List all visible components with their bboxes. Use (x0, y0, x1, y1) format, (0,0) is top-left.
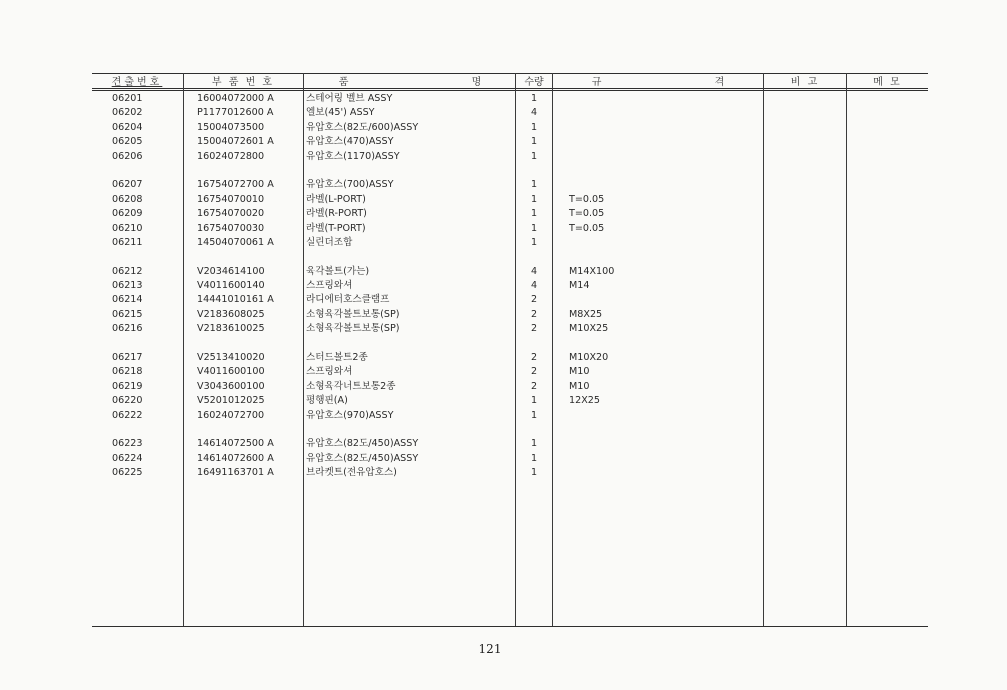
quantity: 1 (530, 193, 538, 205)
ref-number: 06222 (112, 409, 143, 421)
part-number: V2183610025 (197, 323, 265, 335)
group-spacer (0, 164, 1007, 178)
part-name: 스프링와셔 (306, 366, 353, 378)
ref-number: 06225 (112, 467, 143, 479)
specification: M8X25 (569, 308, 603, 320)
specification: M10X20 (569, 352, 609, 364)
part-number: 14614072500 A (197, 438, 274, 450)
part-number: V4011600140 (197, 280, 265, 292)
part-name: 라벨(T-PORT) (306, 222, 366, 234)
specification: 12X25 (569, 395, 600, 407)
ref-number: 06207 (112, 179, 143, 191)
ref-number: 06220 (112, 395, 143, 407)
group-spacer (0, 337, 1007, 351)
header-part-number: 부 품 번 호 (211, 77, 275, 88)
table-row (0, 178, 1007, 192)
table-top-rule (92, 73, 928, 74)
header-no: 견출번호 (111, 77, 163, 88)
part-number: V3043600100 (197, 380, 265, 392)
part-number: 16754070020 (197, 208, 265, 220)
specification: M10 (569, 380, 590, 392)
ref-number: 06216 (112, 323, 143, 335)
quantity: 1 (530, 438, 538, 450)
part-name: 육각볼트(가는) (306, 265, 370, 277)
quantity: 1 (530, 236, 538, 248)
part-name: 소형육각볼트보통(SP) (306, 323, 400, 335)
table-row (0, 437, 1007, 451)
header-quantity: 수량 (524, 77, 544, 88)
specification: T=0.05 (569, 208, 605, 220)
part-name: 유압호스(1170)ASSY (306, 150, 400, 162)
ref-number: 06217 (112, 352, 143, 364)
table-row (0, 380, 1007, 394)
quantity: 2 (530, 352, 538, 364)
part-name: 소형육각볼트보통(SP) (306, 308, 400, 320)
quantity: 2 (530, 366, 538, 378)
ref-number: 06202 (112, 107, 143, 119)
ref-number: 06201 (112, 93, 143, 104)
part-name: 엘보(45') ASSY (306, 107, 375, 119)
table-row (0, 293, 1007, 307)
part-name: 유압호스(470)ASSY (306, 136, 394, 148)
part-number: V2183608025 (197, 308, 265, 320)
group-spacer (0, 423, 1007, 437)
quantity: 2 (530, 380, 538, 392)
part-name: 스프링와셔 (306, 280, 353, 292)
header-spec: 규 격 (591, 77, 725, 88)
part-name: 스테어링 벨브 ASSY (306, 93, 393, 104)
parts-table-body (0, 92, 1007, 481)
table-row (0, 365, 1007, 379)
part-number: 16024072800 (197, 150, 265, 162)
quantity: 1 (530, 121, 538, 133)
table-row (0, 322, 1007, 336)
ref-number: 06210 (112, 222, 143, 234)
quantity: 4 (530, 107, 538, 119)
quantity: 4 (530, 265, 538, 277)
part-number: 15004072601 A (197, 136, 274, 148)
ref-number: 06211 (112, 236, 143, 248)
ref-number: 06206 (112, 150, 143, 162)
ref-number: 06218 (112, 366, 143, 378)
quantity: 1 (530, 395, 538, 407)
table-row (0, 207, 1007, 221)
ref-number: 06204 (112, 121, 143, 133)
part-name: 유압호스(82도/450)ASSY (306, 452, 419, 464)
table-row (0, 135, 1007, 149)
table-row (0, 106, 1007, 120)
header-memo: 메 모 (873, 77, 902, 88)
part-number: 16754070030 (197, 222, 265, 234)
ref-number: 06219 (112, 380, 143, 392)
table-row (0, 92, 1007, 106)
part-number: 16024072700 (197, 409, 265, 421)
part-number: V5201012025 (197, 395, 265, 407)
ref-number: 06224 (112, 452, 143, 464)
quantity: 1 (530, 409, 538, 421)
table-row (0, 150, 1007, 164)
group-spacer (0, 250, 1007, 264)
part-number: V2513410020 (197, 352, 265, 364)
specification: M10X25 (569, 323, 609, 335)
table-row (0, 394, 1007, 408)
part-name: 브라켓트(전유압호스) (306, 467, 397, 479)
table-row (0, 236, 1007, 250)
ref-number: 06223 (112, 438, 143, 450)
header-bottom-rule-2 (92, 90, 928, 91)
part-number: 16754070010 (197, 193, 265, 205)
part-number: 16004072000 A (197, 93, 274, 104)
table-row (0, 452, 1007, 466)
header-part-name: 품 명 (338, 77, 482, 88)
quantity: 1 (530, 93, 538, 104)
part-number: 16491163701 A (197, 467, 274, 479)
part-name: 유압호스(82도/600)ASSY (306, 121, 419, 133)
part-number: 14441010161 A (197, 294, 274, 306)
quantity: 2 (530, 294, 538, 306)
table-row (0, 222, 1007, 236)
part-name: 라벨(L-PORT) (306, 193, 366, 205)
quantity: 1 (530, 467, 538, 479)
quantity: 1 (530, 452, 538, 464)
part-name: 유압호스(700)ASSY (306, 179, 394, 191)
table-row (0, 308, 1007, 322)
quantity: 1 (530, 179, 538, 191)
table-row (0, 279, 1007, 293)
quantity: 1 (530, 208, 538, 220)
part-name: 소형육각너트보통2종 (306, 380, 396, 392)
quantity: 2 (530, 323, 538, 335)
quantity: 1 (530, 150, 538, 162)
ref-number: 06213 (112, 280, 143, 292)
part-number: P1177012600 A (197, 107, 274, 119)
part-number: 14504070061 A (197, 236, 274, 248)
table-row (0, 193, 1007, 207)
table-row (0, 409, 1007, 423)
part-number: V4011600100 (197, 366, 265, 378)
page-number: 121 (478, 642, 502, 656)
ref-number: 06208 (112, 193, 143, 205)
table-row (0, 121, 1007, 135)
header-remark: 비 고 (790, 77, 820, 88)
ref-number: 06212 (112, 265, 143, 277)
part-name: 라디에터호스클램프 (306, 294, 390, 306)
part-name: 실린더조합 (306, 236, 353, 248)
part-name: 평행핀(A) (306, 395, 348, 407)
part-name: 유압호스(970)ASSY (306, 409, 394, 421)
quantity: 4 (530, 280, 538, 292)
specification: M14 (569, 280, 590, 292)
part-name: 스터드볼트2종 (306, 352, 368, 364)
part-number: 14614072600 A (197, 452, 274, 464)
part-name: 유압호스(82도/450)ASSY (306, 438, 419, 450)
ref-number: 06215 (112, 308, 143, 320)
quantity: 1 (530, 222, 538, 234)
table-row (0, 466, 1007, 480)
part-number: 16754072700 A (197, 179, 274, 191)
table-bottom-rule (92, 626, 928, 627)
ref-number: 06209 (112, 208, 143, 220)
specification: M10 (569, 366, 590, 378)
specification: T=0.05 (569, 222, 605, 234)
quantity: 2 (530, 308, 538, 320)
ref-number: 06214 (112, 294, 143, 306)
specification: M14X100 (569, 265, 615, 277)
part-number: V2034614100 (197, 265, 265, 277)
table-row (0, 351, 1007, 365)
ref-number: 06205 (112, 136, 143, 148)
specification: T=0.05 (569, 193, 605, 205)
table-row (0, 265, 1007, 279)
quantity: 1 (530, 136, 538, 148)
part-number: 15004073500 (197, 121, 265, 133)
part-name: 라벨(R-PORT) (306, 208, 367, 220)
